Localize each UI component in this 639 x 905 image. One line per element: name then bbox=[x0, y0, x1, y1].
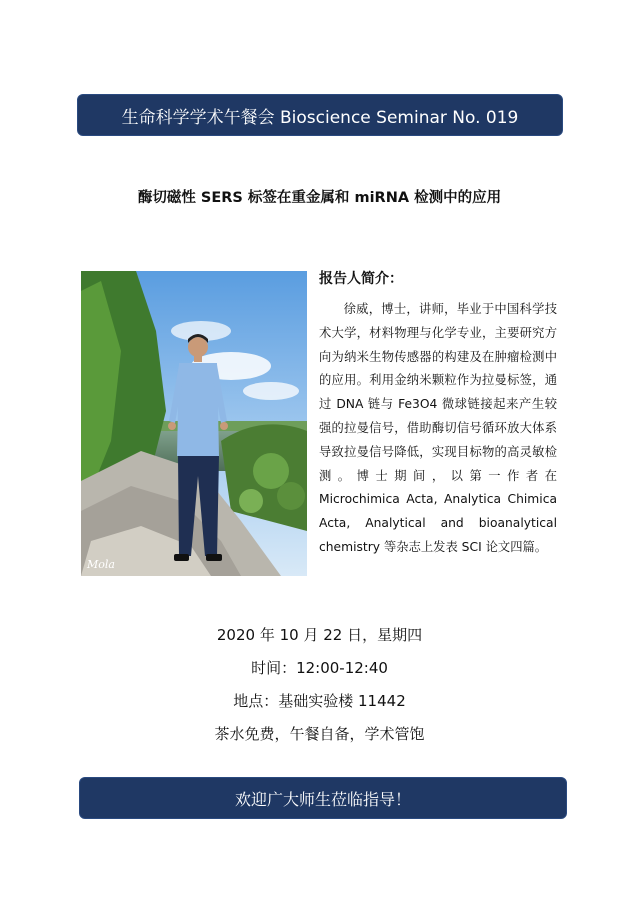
welcome-banner bbox=[79, 777, 567, 819]
talk-title: 酶切磁性 SERS 标签在重金属和 miRNA 检测中的应用 bbox=[137, 190, 502, 206]
event-note: 茶水免费，午餐自备，学术管饱 bbox=[214, 725, 425, 743]
seminar-banner-text: 生命科学学术午餐会 Bioscience Seminar No. 019 bbox=[121, 107, 519, 128]
event-time: 时间：12:00-12:40 bbox=[251, 659, 388, 677]
event-location: 地点：基础实验楼 11442 bbox=[233, 692, 406, 710]
event-date: 2020 年 10 月 22 日，星期四 bbox=[216, 626, 423, 644]
speaker-photo bbox=[81, 271, 307, 576]
seminar-banner bbox=[77, 94, 563, 136]
welcome-text: 欢迎广大师生莅临指导！ bbox=[234, 789, 411, 809]
speaker-bio-heading: 报告人简介： bbox=[319, 271, 403, 287]
speaker-bio-text: 徐威，博士，讲师，毕业于中国科学技术大学，材料物理与化学专业，主要研究方向为纳米生物传感器的构建及在肿瘤检测中的应用。利用金纳米颗粒作为拉曼标签，通过 DNA 链与 Fe3O4 微球链接起来产生较强的拉曼信号，借助酶切信号循环放大体系导致拉曼信号降低，实现目标物的高灵敏检测。博士期间，以第一作者在 Microchimica Acta, Analytica Chimica Acta, Analytical and bioanalytical chemistry 等杂志上发表 SCI 论文四篇。 bbox=[319, 302, 557, 554]
photo-signature: Mola bbox=[87, 558, 115, 571]
